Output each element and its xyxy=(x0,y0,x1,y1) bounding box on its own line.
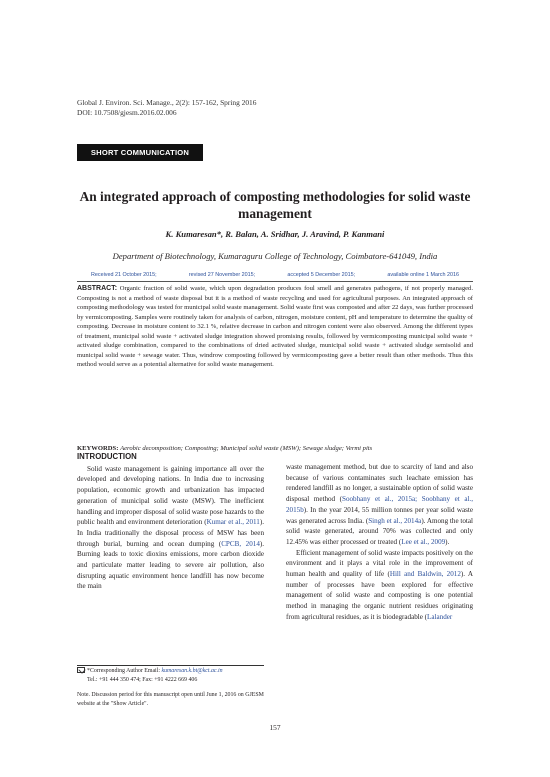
intro-paragraph-2: Efficient management of solid waste impacts positively on the environment and it plays a vital role in the improvement of human health and quality of life (Hill and Baldwin, 2012). A number of processes have been explored for effective management of solid waste and composting is one potential method in managing the organic nutrient residues originating from agricultural residues, as it is biodegradable (Lalander xyxy=(286,548,473,621)
citation-link[interactable]: Singh et al., 2014a xyxy=(368,516,422,525)
date-accepted: accepted 5 December 2015; xyxy=(287,272,356,278)
date-revised: revised 27 November 2015; xyxy=(188,272,256,278)
corresponding-author: *Corresponding Author Email: kumaresan.k.bt@kct.ac.in xyxy=(77,667,267,676)
intro-paragraph-1-continued: waste management method, but due to scarcity of land and also because of various contaminates such leachate emission has rendered landfill as no longer, a sustainable option of solid waste disposal method (Soobhany et al., 2015a; Soobhany et al., 2015b). In the year 2014, 55 million tonnes per year solid waste was generated across India. (Singh et al., 2014a). Among the total solid waste generated, around 70% was collected and only 12.45% was either processed or treated (Lee et al., 2009). xyxy=(286,463,474,546)
citation-link[interactable]: Lalander xyxy=(427,612,453,621)
mail-icon xyxy=(77,667,85,673)
journal-citation: Global J. Environ. Sci. Manage., 2(2): 157-162, Spring 2016 xyxy=(77,98,257,107)
author-email[interactable]: kumaresan.k.bt@kct.ac.in xyxy=(161,668,223,674)
section-heading-introduction: INTRODUCTION xyxy=(77,452,137,461)
abstract-text: Organic fraction of solid waste, which upon degradation produces foul smell and generates pathogens, if not properly managed. Composting is not a method of waste disposal but it is a method of waste recycling and used for agricultural purposes. An integrated approach of composting methodology was tested for municipal solid waste management. Solid waste first was composted and after 22 days, was further processed by vermicomposting. Samples were routinely taken for analysis of carbon, nitrogen, moisture content, pH and temperature to determine the quality of composting. Decrease in moisture content to 32.1 %, relative decrease in carbon and nitrogen content were also observed. Among the different types of treatment, municipal solid waste + activated sludge integration showed promising results, followed by vermicomposting municipal solid waste + activated sludge combination, compared to the combinations of dried activated sludge, municipal solid waste + activated sludge semisolid and municipal solid waste + sewage water. Thus, windrow composting followed by vermicomposting gave a better result than other methods. Thus this method would serve as a potential alternative for solid waste management. xyxy=(77,285,473,369)
footnote xyxy=(77,667,267,708)
keywords xyxy=(77,445,473,452)
contact-phone: Tel.: +91 444 350 474; Fax: +91 4222 669 406 xyxy=(87,676,198,683)
author-list: K. Kumaresan*, R. Balan, A. Sridhar, J. Aravind, P. Kanmani xyxy=(165,229,385,239)
journal-doi[interactable]: DOI: 10.7508/gjesm.2016.02.006 xyxy=(77,108,177,117)
page-number: 157 xyxy=(269,723,281,732)
body-column-left xyxy=(77,452,264,592)
citation-link[interactable]: CPCB, 2014 xyxy=(221,539,260,548)
date-received: Received 21 October 2015; xyxy=(91,272,157,278)
author-affiliation: Department of Biotechnology, Kumaraguru College of Technology, Coimbatore-641049, India xyxy=(112,251,438,261)
footnote-divider xyxy=(77,665,264,666)
keywords-label: KEYWORDS: xyxy=(77,445,119,452)
abstract xyxy=(77,284,473,370)
body-column-right xyxy=(286,462,473,623)
intro-paragraph-1: Solid waste management is gaining importance all over the developed and developing nations. In India due to increasing population, economic growth and urbanization has impacted generation of municipal solid waste (MSW). The inefficient handling and improper disposal of solid waste pose hazards to the public health and environment deterioration (Kumar et al., 2011). In India traditionally the disposal process of MSW has been through burial, burning and ocean dumping (CPCB, 2014). Burning leads to toxic dioxins emissions, more carbon dioxide and particulate matter leading to severe air pollution, also disrupting aquatic environment hence landfill has now become the main xyxy=(77,464,265,591)
abstract-label: ABSTRACT: xyxy=(77,285,118,292)
citation-link[interactable]: Hill and Baldwin, 2012 xyxy=(389,570,461,579)
divider-top xyxy=(77,281,473,282)
citation-link[interactable]: Kumar et al., 2011 xyxy=(206,518,260,527)
discussion-note: Note. Discussion period for this manuscript open until June 1, 2016 on GJESM website at the "Show Article". xyxy=(77,692,264,707)
citation-link[interactable]: Lee et al., 2009 xyxy=(401,537,446,546)
article-title: An integrated approach of composting methodologies for solid waste management xyxy=(79,189,471,221)
article-dates xyxy=(77,272,473,278)
section-tag: SHORT COMMUNICATION xyxy=(77,144,203,161)
citation-link[interactable]: Soobhany et al., 2015a; Soobhany et al., 2015b xyxy=(286,495,473,514)
date-online: available online 1 March 2016 xyxy=(387,272,459,278)
keywords-text: Aerobic decomposition; Composting; Municipal solid waste (MSW); Sewage sludge; Vermi pits xyxy=(120,445,373,452)
journal-info xyxy=(77,98,256,118)
